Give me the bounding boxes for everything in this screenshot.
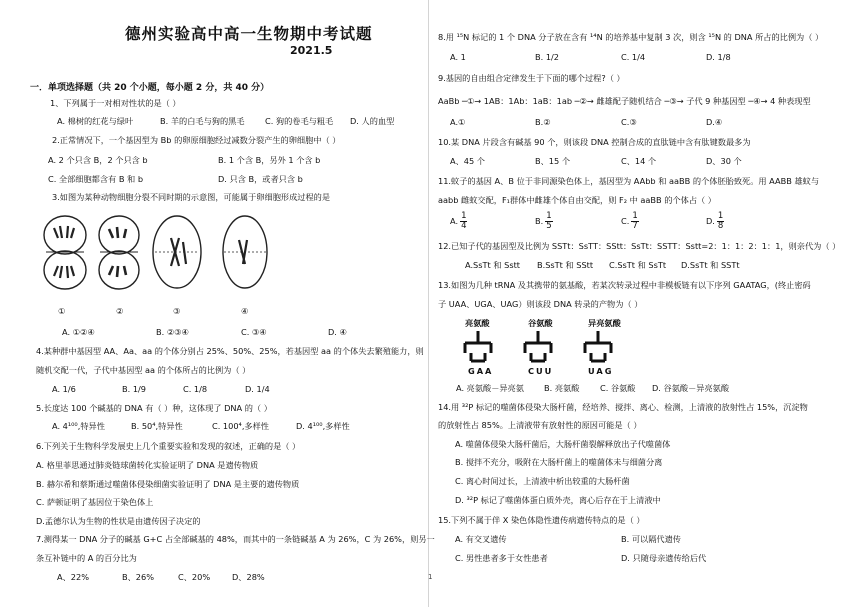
q11-stem-line1: 11.蚊子的基因 A、B 位于非同源染色体上，基因型为 AAbb 和 aaBB 的个体胚胎致死。用 AABB 雄蚊与 (438, 176, 820, 186)
trna-anticodon-1: GAA (468, 366, 494, 376)
q7-option-d: D、28% (232, 572, 265, 582)
q9-option-b: B.② (535, 117, 551, 127)
q15-option-d: D. 只随母亲遗传给后代 (621, 553, 707, 563)
q7-stem-line1: 7.测得某一 DNA 分子的碱基 G+C 占全部碱基的 48%，而其中的一条链碱基 A 为 26%，C 为 26%，则另一 (36, 534, 435, 544)
q1-option-b: B. 羊的白毛与狗的黑毛 (160, 116, 245, 126)
trna-diagram (455, 329, 645, 367)
q7-option-b: B、26% (122, 572, 155, 582)
q6-option-d: D.孟德尔认为生物的性状是由遗传因子决定的 (36, 516, 201, 526)
q13-stem-line1: 13.如图为几种 tRNA 及其携带的氨基酸，若某次转录过程中非模板链有以下序列 GAATAG，(终止密码 (438, 280, 811, 290)
q13-option-b: B. 亮氨酸 (544, 383, 580, 393)
q1-stem: 1、下列属于一对相对性状的是（ ） (50, 98, 181, 108)
trna-aa-leucine: 亮氨酸 (465, 318, 490, 328)
q8-stem: 8.用 ¹⁵N 标记的 1 个 DNA 分子放在含有 ¹⁴N 的培养基中复制 3 次，则含 ¹⁵N 的 DNA 所占的比例为（ ） (438, 32, 824, 42)
q6-option-c: C. 萨顿证明了基因位于染色体上 (36, 497, 154, 507)
q6-stem: 6.下列关于生物科学发展史上几个重要实验和发现的叙述，正确的是（ ） (36, 441, 301, 451)
q9-option-c: C.③ (621, 117, 637, 127)
cell-2 (99, 216, 139, 289)
q3-label-1: ① (58, 306, 66, 316)
q9-process-flow: AaBb ─①→ 1AB：1Ab：1aB：1ab ─②→ 雌雄配子随机结合 ─③→ 子代 9 种基因型 ─④→ 4 种表现型 (438, 96, 811, 106)
q9-stem: 9.基因的自由组合定律发生于下面的哪个过程?（ ） (438, 73, 625, 83)
q3-label-3: ③ (173, 306, 181, 316)
q13-option-a: A. 亮氨酸－异亮氨 (456, 383, 524, 393)
q1-option-c: C. 狗的卷毛与粗毛 (265, 116, 334, 126)
q3-option-d: D. ④ (328, 327, 347, 337)
q4-option-a: A. 1/6 (52, 384, 76, 394)
q9-option-a: A.① (450, 117, 466, 127)
q1-option-d: D. 人的血型 (350, 116, 395, 126)
q11-stem-line2: aabb 雌蚊交配，F₁群体中雌雄个体自由交配，则 F₂ 中 aaBB 的个体占（ ） (438, 195, 716, 205)
q4-option-d: D. 1/4 (245, 384, 270, 394)
q7-stem-line2: 条互补链中的 A 的百分比为 (36, 553, 137, 563)
q2-option-b: B. 1 个含 B，另外 1 个含 b (218, 155, 321, 165)
q3-label-4: ④ (241, 306, 249, 316)
q14-option-d: D. ³²P 标记了噬菌体蛋白质外壳，离心后存在于上清液中 (455, 495, 661, 505)
q15-option-a: A. 有交叉遗传 (455, 534, 507, 544)
q2-option-d: D. 只含 B，或者只含 b (218, 174, 303, 184)
q15-option-b: B. 可以隔代遗传 (621, 534, 681, 544)
q13-option-c: C. 谷氨酸 (600, 383, 636, 393)
cell-division-diagram (40, 212, 270, 304)
page-title: 德州实验高中高一生物期中考试题 (125, 24, 373, 43)
q3-stem: 3.如图为某种动物细胞分裂不同时期的示意图，可能属于卵细胞形成过程的是 (52, 192, 331, 202)
q12-option-a: A.SsTt 和 Sstt (465, 260, 521, 270)
q12-option-c: C.SsTt 和 SsTt (609, 260, 667, 270)
q12-option-b: B.SsTt 和 SStt (537, 260, 594, 270)
exam-date: 2021.5 (290, 44, 333, 57)
q11-option-b: B. $\frac{1}{5}$ (535, 211, 552, 231)
q8-option-c: C. 1/4 (621, 52, 646, 62)
q15-stem: 15.下列不属于伴 X 染色体隐性遗传病遗传特点的是（ ） (438, 515, 645, 525)
q14-stem-line1: 14.用 ³²P 标记的噬菌体侵染大肠杆菌，经培养、搅拌、离心、检测，上清液的放射性占 15%，沉淀物 (438, 402, 808, 412)
q13-stem-line2: 子 UAA、UGA、UAG）则该段 DNA 转录的产物为（ ） (438, 299, 643, 309)
q7-option-a: A、22% (57, 572, 89, 582)
q4-option-b: B. 1/9 (122, 384, 146, 394)
q11-option-d: D. $\frac{1}{8}$ (706, 211, 724, 231)
q11-option-c: C. $\frac{1}{7}$ (621, 211, 638, 231)
q3-option-a: A. ①②④ (62, 327, 95, 337)
q3-option-b: B. ②③④ (156, 327, 189, 337)
q4-option-c: C. 1/8 (183, 384, 208, 394)
q10-stem: 10.某 DNA 片段含有碱基 90 个，则该段 DNA 控制合成的直肽链中含有肽键数最多为 (438, 137, 751, 147)
cell-4 (223, 216, 267, 288)
q5-option-b: B. 50⁴,特异性 (131, 421, 183, 431)
q15-option-c: C. 男性患者多于女性患者 (455, 553, 548, 563)
page-number: 1 (428, 573, 433, 581)
q10-option-b: B、15 个 (535, 156, 571, 166)
cell-3 (153, 216, 201, 288)
q8-option-d: D. 1/8 (706, 52, 731, 62)
q8-option-a: A. 1 (450, 52, 466, 62)
cell-1 (44, 216, 86, 289)
q10-option-d: D、30 个 (706, 156, 742, 166)
q2-stem: 2.正常情况下，一个基因型为 Bb 的卵原细胞经过减数分裂产生的卵细胞中（ ） (52, 135, 341, 145)
q12-stem: 12.已知子代的基因型及比例为 SSTt：SsTT：SStt：SsTt：SSTT：Sstt=2：1：1：2：1：1，则亲代为（ ） (438, 241, 841, 251)
trna-aa-glutamate: 谷氨酸 (528, 318, 553, 328)
q5-stem: 5.长度达 100 个碱基的 DNA 有（ ）种，这体现了 DNA 的（ ） (36, 403, 272, 413)
q1-option-a: A. 棉树的红花与绿叶 (57, 116, 134, 126)
q10-option-a: A、45 个 (450, 156, 485, 166)
q11-option-a: A. $\frac{1}{4}$ (450, 211, 467, 231)
q4-stem-line1: 4.某种群中基因型 AA、Aa、aa 的个体分别占 25%、50%、25%，若基因型 aa 的个体失去繁殖能力，则 (36, 346, 424, 356)
q4-stem-line2: 随机交配一代，子代中基因型 aa 的个体所占的比例为（ ） (36, 365, 251, 375)
q12-option-d: D.SsTt 和 SSTt (681, 260, 740, 270)
q14-option-c: C. 离心时间过长，上清液中析出较重的大肠杆菌 (455, 476, 630, 486)
q6-option-b: B. 赫尔希和蔡斯通过噬菌体侵染细菌实验证明了 DNA 是主要的遗传物质 (36, 479, 300, 489)
q14-stem-line2: 的放射性占 85%。上清液带有放射性的原因可能是（ ） (438, 420, 642, 430)
q8-option-b: B. 1/2 (535, 52, 559, 62)
section-heading: 一．单项选择题（共 20 个小题，每小题 2 分，共 40 分） (30, 83, 270, 93)
q10-option-c: C、14 个 (621, 156, 657, 166)
trna-anticodon-2: CUU (528, 366, 554, 376)
q9-option-d: D.④ (706, 117, 723, 127)
q3-option-c: C. ③④ (241, 327, 267, 337)
q2-option-c: C. 全部细胞都含有 B 和 b (48, 174, 144, 184)
q14-option-a: A. 噬菌体侵染大肠杆菌后，大肠杆菌裂解释放出子代噬菌体 (455, 439, 671, 449)
q7-option-c: C、20% (178, 572, 211, 582)
q3-label-2: ② (116, 306, 124, 316)
q13-option-d: D. 谷氨酸－异亮氨酸 (652, 383, 730, 393)
q5-option-c: C. 100⁴,多样性 (212, 421, 269, 431)
q5-option-d: D. 4¹⁰⁰,多样性 (296, 421, 350, 431)
trna-aa-isoleucine: 异亮氨酸 (588, 318, 621, 328)
q5-option-a: A. 4¹⁰⁰,特异性 (52, 421, 105, 431)
trna-anticodon-3: UAG (588, 366, 614, 376)
q6-option-a: A. 格里菲思通过肺炎链球菌转化实验证明了 DNA 是遗传物质 (36, 460, 259, 470)
q2-option-a: A. 2 个只含 B，2 个只含 b (48, 155, 148, 165)
q14-option-b: B. 搅拌不充分，吸附在大肠杆菌上的噬菌体未与细菌分离 (455, 457, 663, 467)
column-divider (428, 0, 429, 607)
